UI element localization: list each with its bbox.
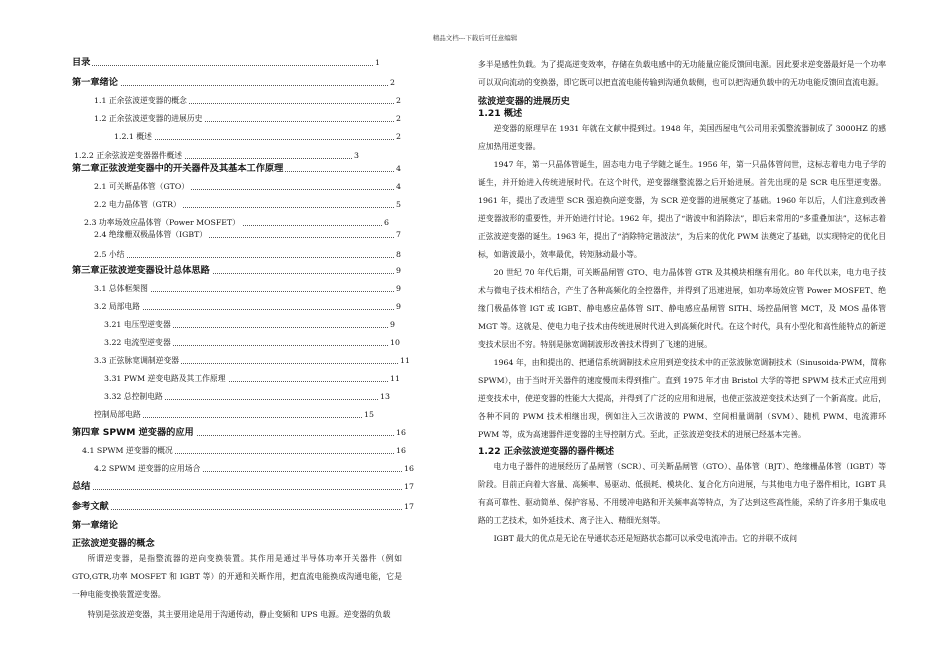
history-paragraph-2: 1947 年，第一只晶体管诞生，固态电力电子学随之诞生。1956 年，第一只晶体管问世，这标志着电力电子学的诞生，并开始进入传统进展时代。在这个时代，逆变器继整流器之后开始进展。首先出现的是 SCR 电压型逆变器。1961 年，提出了改进型 SCR 强迫换向逆变器，为 SCR 逆变器的进展奠定了基础。1960 年以后，人们注意到改善逆变器波形的重要性，并开始进行讨论。1962 年，提出了“谐波中和消除法”，即后来常用的“多重叠加法”，这标志着正弦波逆变器的诞生。1963 年，提出了“消除特定谐波法”，为后来的优化 PWM 法奠定了基础，以实现特定的优化目标，如谐波最小，效率最优，转矩脉动最小等。 [478, 160, 886, 259]
toc-entry-label: 第四章 SPWM 逆变器的应用 [72, 427, 194, 438]
concept-paragraph-2: 特别是弦波逆变器，其主要用途是用于沟通传动，静止变频和 UPS 电源。逆变器的负载 [87, 610, 391, 619]
toc-entry-label: 3.1 总体框架图 [94, 284, 148, 293]
toc-entry-page: 1 [375, 58, 380, 67]
toc-entry-page: 6 [384, 218, 389, 227]
toc-entry-page: 11 [400, 356, 410, 365]
chapter1-title: 第一章绪论 [72, 520, 118, 531]
history-paragraph-1: 逆变器的原理早在 1931 年就在文献中提到过。1948 年，美国西屋电气公司用汞弧整流器制成了 3000HZ 的感应加热用逆变器。 [478, 124, 886, 151]
toc-entry-page: 2 [396, 132, 401, 141]
toc-leader-dots [114, 139, 394, 140]
toc-entry[interactable] [72, 427, 406, 438]
toc-entry[interactable] [72, 356, 410, 366]
toc-leader-dots [72, 65, 373, 66]
history-paragraph-3: 20 世纪 70 年代后期，可关断晶闸管 GTO、电力晶体管 GTR 及其模块相继有用化。80 年代以来，电力电子技术与微电子技术相结合，产生了各种高频化的全控器件，并得到了迅速进展，如功率场效应管 Power MOSFET、绝缘门极晶体管 IGT 或 IGBT、静电感应晶体管 SIT、静电感应晶闸管 SITH、场控晶闸管 MCT，及 MOS 晶体管 MGT 等。这就是、使电力电子技术由传统进展时代进入到高频化时代。在这个时代，具有小型化和高性能特点的新逆变技术层出不穷。特别是脉宽调制波形改善技术得到了飞速的进展。 [478, 268, 886, 349]
toc-entry[interactable] [72, 151, 402, 161]
toc-entry-label: 2.4 绝缘栅双极晶体管（IGBT） [94, 230, 208, 239]
toc-entry[interactable] [72, 96, 402, 106]
toc-entry-page: 16 [396, 446, 406, 455]
toc-entry[interactable] [72, 284, 402, 294]
toc-entry[interactable] [72, 410, 402, 420]
toc-entry-label: 3.2 局部电路 [94, 302, 141, 311]
toc-entry-page: 9 [390, 320, 395, 329]
toc-entry-label: 1.2.1 概述 [114, 132, 152, 141]
section-122-heading: 1.22 正余弦波逆变器的器件概述 [478, 446, 615, 457]
toc-entry-label: 2.2 电力晶体管（GTR） [94, 200, 181, 209]
toc-entry-page: 16 [396, 428, 406, 437]
toc-entry[interactable] [72, 218, 402, 228]
toc-entry-label: 第三章正弦波逆变器设计总体思路 [72, 265, 210, 276]
toc-entry-page: 4 [396, 182, 401, 191]
toc-entry[interactable] [72, 481, 414, 492]
toc-entry-page: 9 [396, 266, 401, 275]
toc-leader-dots [72, 489, 402, 490]
toc-entry[interactable] [72, 446, 406, 456]
toc-entry-label: 控制局部电路 [94, 410, 141, 419]
toc-entry[interactable] [72, 114, 402, 124]
toc-entry-page: 7 [396, 230, 401, 239]
device-paragraph-1: 电力电子器件的进展经历了晶闸管（SCR）、可关断晶闸管（GTO）、晶体管（BJT）、绝缘栅晶体管（IGBT）等阶段。目前正向着大容量、高频率、易驱动、低损耗、模块化、复合化方向进展，与其他电力电子器件相比，IGBT 具有高可靠性、驱动简单、保护容易、不用缓冲电路和开关频率高等特点，为了达到这些高性能，采纳了许多用于集成电路的工艺技术，如外延技术、离子注入、精细光刻等。 [478, 462, 886, 525]
concept-heading: 正弦波逆变器的概念 [72, 538, 155, 549]
toc-entry[interactable] [72, 501, 414, 512]
toc-entry-label: 2.1 可关断晶体管（GTO） [94, 182, 190, 191]
toc-entry[interactable] [72, 230, 402, 240]
toc-entry[interactable] [72, 132, 402, 142]
history-paragraph-4: 1964 年，由和提出的、把通信系统调制技术应用到逆变技术中的正弦波脉宽调制技术（Sinusoida-PWM，简称 SPWM），由于当时开关器件的速度慢而未得到推广。直到 1975 年才由 Bristol 大学的等把 SPWM 技术正式应用到逆变技术中，使逆变器的性能大大提高，并得到了广泛的应用和进展，也使正弦波逆变技术达到了一个新高度。此后，各种不同的 PWM 技术相继出现，例如注入三次谐波的 PWM、空间相量调制（SVM）、随机 PWM、电流滞环 PWM 等，成为高速器件逆变器的主导控制方式。至此，正弦波逆变技术的进展已经基本完善。 [478, 358, 886, 439]
toc-entry[interactable] [72, 374, 402, 384]
toc-entry-label: 总结 [72, 481, 91, 492]
toc-entry[interactable] [72, 58, 402, 68]
toc-entry-label: 2.3 功率场效应晶体管（Power MOSFET） [84, 218, 240, 227]
page-header: 精品文档---下载后可任意编辑 [432, 34, 518, 42]
toc-entry[interactable] [72, 200, 402, 210]
toc-leader-dots [94, 257, 394, 258]
toc-entry-page: 10 [390, 338, 400, 347]
toc-entry[interactable] [72, 266, 402, 276]
toc-entry[interactable] [72, 182, 402, 192]
toc-entry-label: 4.2 SPWM 逆变器的应用场合 [94, 464, 201, 473]
toc-entry-label: 1.2 正余弦波逆变器的进展历史 [94, 114, 203, 123]
toc-entry[interactable] [72, 250, 402, 260]
toc-entry-label: 2.5 小结 [94, 250, 125, 259]
toc-entry-label: 1.2.2 正余弦波逆变器器件概述 [74, 151, 183, 160]
concept-paragraph: 所谓逆变器，是指整流器的逆向变换装置。其作用是通过半导体功率开关器件（例如 GTO,GTR,功率 MOSFET 和 IGBT 等）的开通和关断作用，把直流电能换成沟通电能，它是一种电能变换装置逆变器。 [72, 554, 402, 599]
toc-entry-page: 2 [396, 96, 401, 105]
toc-entry-page: 8 [396, 250, 401, 259]
toc-entry-page: 4 [396, 164, 401, 173]
toc-entry-page: 2 [390, 78, 395, 87]
history-heading: 弦波逆变器的进展历史 [478, 96, 570, 107]
toc-entry-label: 目录 [72, 57, 91, 68]
continued-paragraph: 多半是感性负载。为了提高逆变效率，存储在负载电感中的无功能量应能反馈回电源。因此要求逆变器最好是一个功率可以双向流动的变换器，即它既可以把直流电能传输到沟通负载侧，也可以把沟通负载中的无功电能反馈回直流电源。 [478, 60, 886, 87]
toc-entry-page: 16 [404, 464, 414, 473]
toc-entry-page: 17 [404, 502, 414, 511]
toc-entry[interactable] [72, 338, 402, 348]
toc-entry[interactable] [72, 78, 402, 88]
toc-entry-label: 3.3 正弦脉宽调制逆变器 [94, 356, 180, 365]
toc-entry-page: 3 [354, 151, 359, 160]
toc-entry-label: 3.21 电压型逆变器 [104, 320, 171, 329]
toc-entry[interactable] [72, 302, 402, 312]
toc-entry-label: 3.31 PWM 逆变电路及其工作原理 [104, 374, 226, 383]
toc-entry-page: 9 [396, 302, 401, 311]
toc-entry[interactable] [72, 392, 402, 402]
toc-entry-label: 第一章绪论 [72, 77, 118, 88]
toc-entry-page: 15 [364, 410, 374, 419]
toc-entry-page: 13 [380, 392, 390, 401]
toc-entry[interactable] [72, 164, 402, 174]
toc-entry-label: 参考文献 [72, 501, 109, 512]
toc-entry[interactable] [72, 464, 414, 474]
section-121-heading: 1.21 概述 [478, 108, 523, 119]
toc-entry-label: 1.1 正余弦波逆变器的概念 [94, 96, 187, 105]
toc-entry-label: 第二章正弦波逆变器中的开关器件及其基本工作原理 [72, 163, 284, 174]
device-paragraph-2: IGBT 最大的优点是无论在导通状态还是短路状态都可以承受电流冲击。它的并联不成问 [493, 534, 797, 543]
toc-entry[interactable] [72, 320, 402, 330]
toc-entry-page: 11 [390, 374, 400, 383]
toc-entry-page: 9 [396, 284, 401, 293]
toc-entry-label: 3.22 电流型逆变器 [104, 338, 171, 347]
toc-entry-label: 3.32 总控制电路 [104, 392, 163, 401]
left-body [72, 520, 402, 624]
right-column [478, 56, 886, 548]
toc-entry-page: 5 [396, 200, 401, 209]
toc-entry-page: 17 [404, 482, 414, 491]
toc-entry-label: 4.1 SPWM 逆变器的概况 [82, 446, 173, 455]
toc-entry-page: 2 [396, 114, 401, 123]
toc-leader-dots [72, 509, 402, 510]
